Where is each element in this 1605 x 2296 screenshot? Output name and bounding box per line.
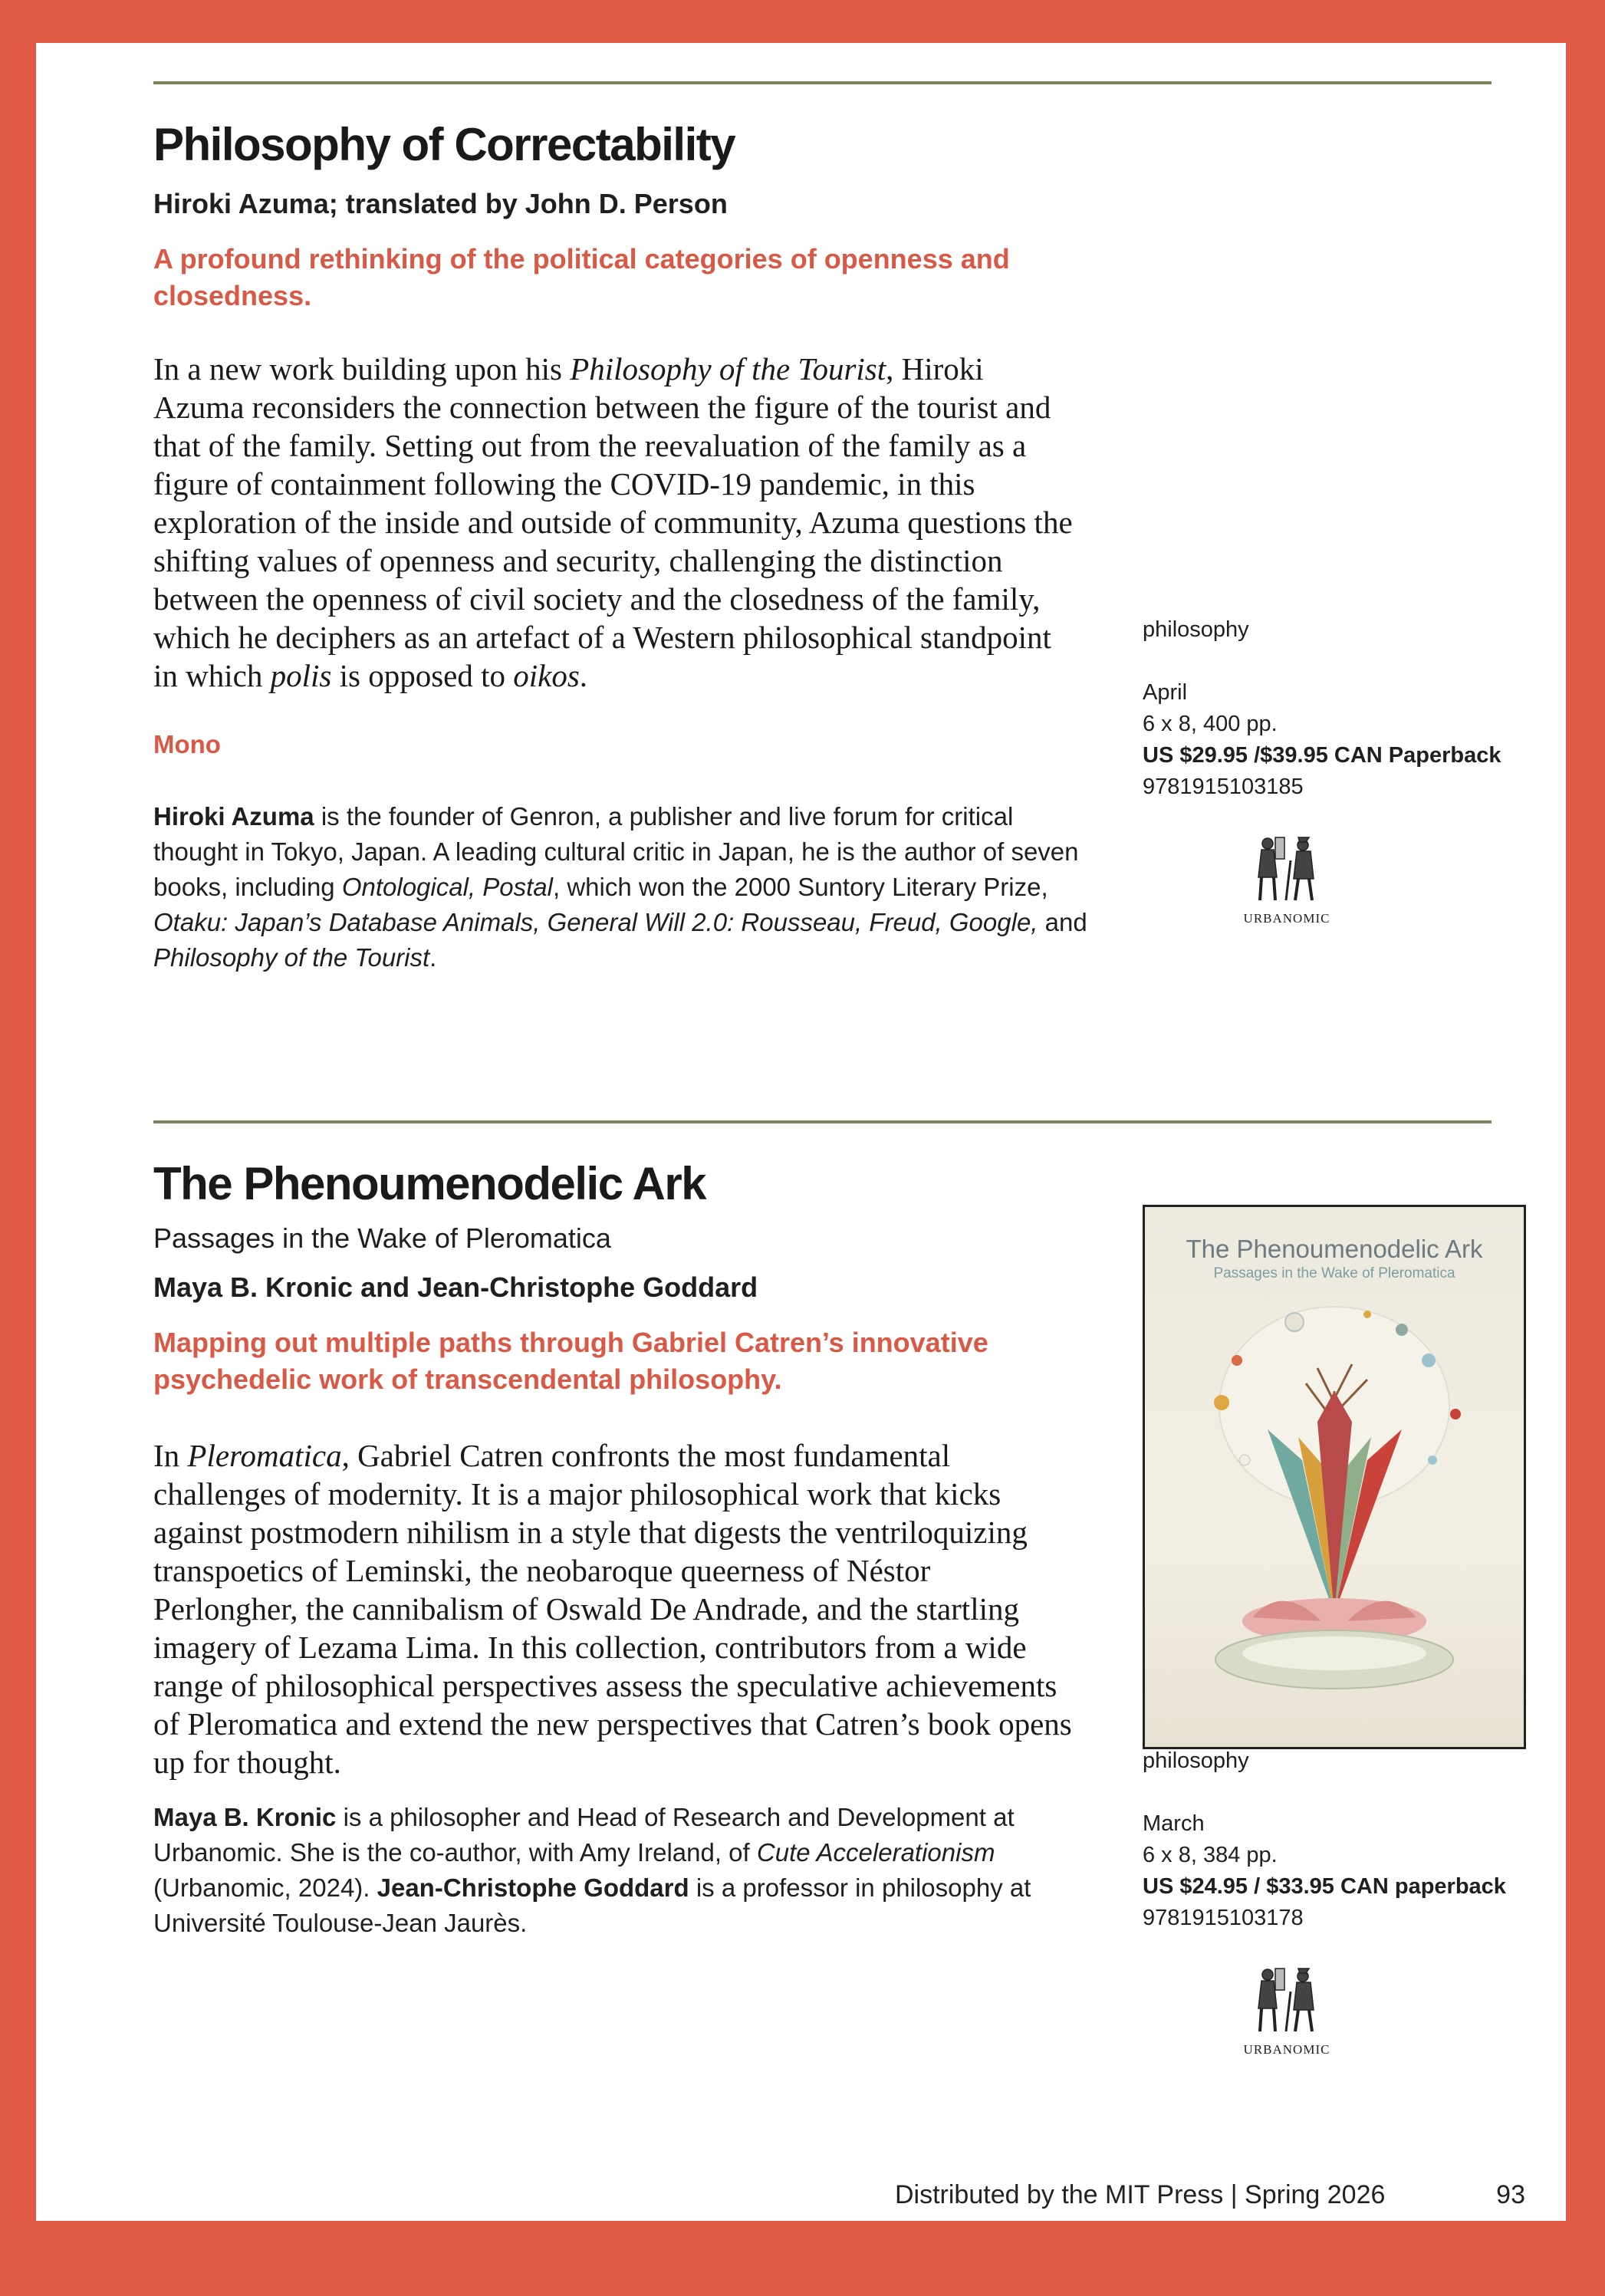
book-title: Philosophy of Correctability — [153, 119, 735, 170]
book-price: US $29.95 /$39.95 CAN Paperback — [1143, 743, 1501, 768]
book-category: philosophy — [1143, 1748, 1249, 1773]
cover-subtitle: Passages in the Wake of Pleromatica — [1213, 1265, 1455, 1281]
section-rule — [153, 1120, 1492, 1123]
book-description: In Pleromatica, Gabriel Catren confronts the most fundamental challenges of modernity. It is a major philosophical work that kicks against postmodern nihilism in a style that digests the ventriloquizing transpoetics of Leminski, the neobaroque queerness of Néstor Perlongher, the cannibalism of Oswald De Andrade, and the startling imagery of Lezama Lima. In this collection, contributors from a wide range of philosophical perspectives assess the speculative achievements of Pleromatica and extend the new perspectives that Catren’s book opens up for thought. — [153, 1438, 1072, 1780]
urbanomic-logo-icon — [1245, 1964, 1329, 2041]
catalog-page — [36, 43, 1566, 2221]
cover-title: The Phenoumenodelic Ark — [1186, 1235, 1483, 1263]
urbanomic-logo-icon — [1245, 833, 1329, 910]
book-tagline: Mapping out multiple paths through Gabriel Catren’s innovative psychedelic work of transcendental philosophy. — [153, 1327, 988, 1395]
page-footer — [895, 2180, 1525, 2210]
book-tagline: A profound rethinking of the political categories of openness and closedness. — [153, 243, 1010, 311]
cover-lotus-illustration — [1145, 1276, 1524, 1736]
urbanomic-logo — [1229, 1964, 1344, 2058]
book-description: In a new work building upon his Philosophy of the Tourist, Hiroki Azuma reconsiders the connection between the figure of the tourist and that of the family. Setting out from the reevaluation of the family as a figure of containment following the COVID-19 pandemic, in this exploration of the inside and outside of community, Azuma questions the shifting values of openness and security, challenging the distinction between the openness of civil society and the closedness of the family, which he deciphers as an artefact of a Western philosophical standpoint in which polis is opposed to oikos. — [153, 351, 1073, 693]
book-authors: Maya B. Kronic and Jean-Christophe Goddard — [153, 1271, 758, 1303]
page-number: 93 — [1496, 2180, 1525, 2209]
book-month: March — [1143, 1811, 1205, 1836]
book-specs: 6 x 8, 400 pp. — [1143, 712, 1278, 736]
logo-wordmark: URBANOMIC — [1243, 2042, 1330, 2057]
book-isbn: 9781915103185 — [1143, 775, 1304, 799]
book-entry-2 — [153, 1120, 1526, 2057]
author-bio: Maya B. Kronic is a philosopher and Head of Research and Development at Urbanomic. She is the co-author, with Amy Ireland, of Cute Accelerationism (Urbanomic, 2024). Jean-Christophe Goddard is a professor in philosophy at Université Toulouse-Jean Jaurès. — [153, 1803, 1031, 1937]
book-cover — [1143, 1205, 1526, 1749]
book-isbn: 9781915103178 — [1143, 1906, 1304, 1930]
book-month: April — [1143, 680, 1188, 705]
book-price: US $24.95 / $33.95 CAN paperback — [1143, 1874, 1506, 1899]
section-rule — [153, 81, 1492, 84]
author-bio: Hiroki Azuma is the founder of Genron, a publisher and live forum for critical thought in Tokyo, Japan. A leading cultural critic in Japan, he is the author of seven books, including Ontological, Postal, which won the 2000 Suntory Literary Prize, Otaku: Japan’s Database Animals, General Will 2.0: Rousseau, Freud, Google, and Philosophy of the Tourist. — [153, 802, 1087, 972]
book-details — [1143, 614, 1501, 803]
urbanomic-logo — [1229, 833, 1344, 926]
book-authors: Hiroki Azuma; translated by John D. Person — [153, 188, 728, 219]
book-entry-1 — [153, 81, 1526, 975]
book-category: philosophy — [1143, 617, 1249, 642]
book-imprint: Mono — [153, 730, 221, 758]
book-subtitle: Passages in the Wake of Pleromatica — [153, 1222, 611, 1254]
logo-wordmark: URBANOMIC — [1243, 911, 1330, 926]
book-title: The Phenoumenodelic Ark — [153, 1158, 706, 1209]
book-details — [1143, 1745, 1506, 1934]
book-specs: 6 x 8, 384 pp. — [1143, 1843, 1278, 1867]
footer-text: Distributed by the MIT Press | Spring 2026 — [895, 2180, 1386, 2209]
